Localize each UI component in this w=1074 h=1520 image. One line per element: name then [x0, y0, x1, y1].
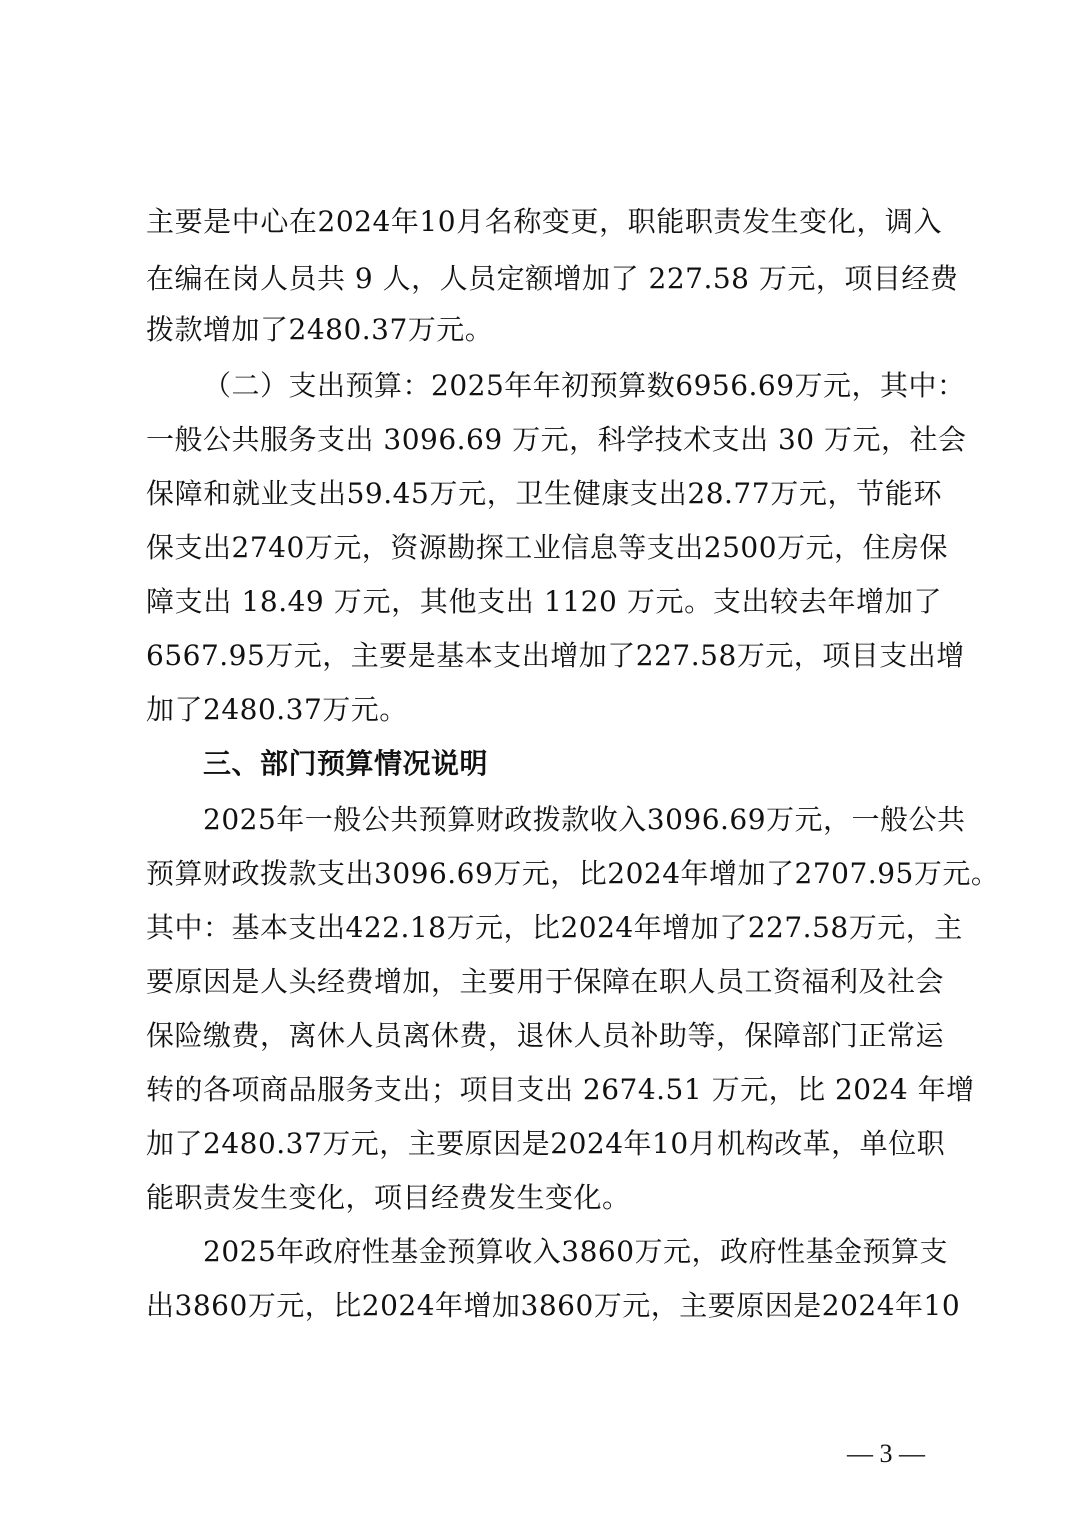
body-text-line: 一般公共服务支出 3096.69 万元，科学技术支出 30 万元，社会	[146, 423, 967, 456]
body-text-line: 拨款增加了2480.37万元。	[146, 313, 494, 346]
body-text-line: 保支出2740万元，资源勘探工业信息等支出2500万元，住房保	[146, 531, 949, 564]
body-text-line: 保险缴费，离休人员离休费，退休人员补助等，保障部门正常运	[146, 1019, 945, 1052]
page-number: — 3 —	[847, 1439, 925, 1468]
body-text-line: 2025年政府性基金预算收入3860万元，政府性基金预算支	[203, 1235, 949, 1268]
body-text-line: 其中：基本支出422.18万元，比2024年增加了227.58万元，主	[146, 911, 963, 944]
body-text-line: 障支出 18.49 万元，其他支出 1120 万元。支出较去年增加了	[146, 585, 942, 618]
body-text-line: 在编在岗人员共 9 人，人员定额增加了 227.58 万元，项目经费	[146, 262, 959, 295]
section-heading: 三、部门预算情况说明	[203, 747, 489, 780]
body-text-line: 保障和就业支出59.45万元，卫生健康支出28.77万元，节能环	[146, 477, 942, 510]
body-text-line: 加了2480.37万元，主要原因是2024年10月机构改革，单位职	[146, 1127, 946, 1160]
body-text-line: 转的各项商品服务支出；项目支出 2674.51 万元，比 2024 年增	[146, 1073, 975, 1106]
body-text-line: 6567.95万元，主要是基本支出增加了227.58万元，项目支出增	[146, 639, 965, 672]
body-text-line: 预算财政拨款支出3096.69万元，比2024年增加了2707.95万元。	[146, 857, 1000, 890]
body-text-line: 主要是中心在2024年10月名称变更，职能职责发生变化，调入	[146, 205, 942, 238]
body-text-line: 加了2480.37万元。	[146, 693, 408, 726]
body-text-line: 出3860万元，比2024年增加3860万元，主要原因是2024年10	[146, 1289, 961, 1322]
body-text-line: 2025年一般公共预算财政拨款收入3096.69万元，一般公共	[203, 803, 966, 836]
section-subheading-line: （二）支出预算：2025年年初预算数6956.69万元，其中：	[203, 369, 966, 402]
body-text-line: 要原因是人头经费增加，主要用于保障在职人员工资福利及社会	[146, 965, 945, 998]
body-text-line: 能职责发生变化，项目经费发生变化。	[146, 1181, 631, 1214]
